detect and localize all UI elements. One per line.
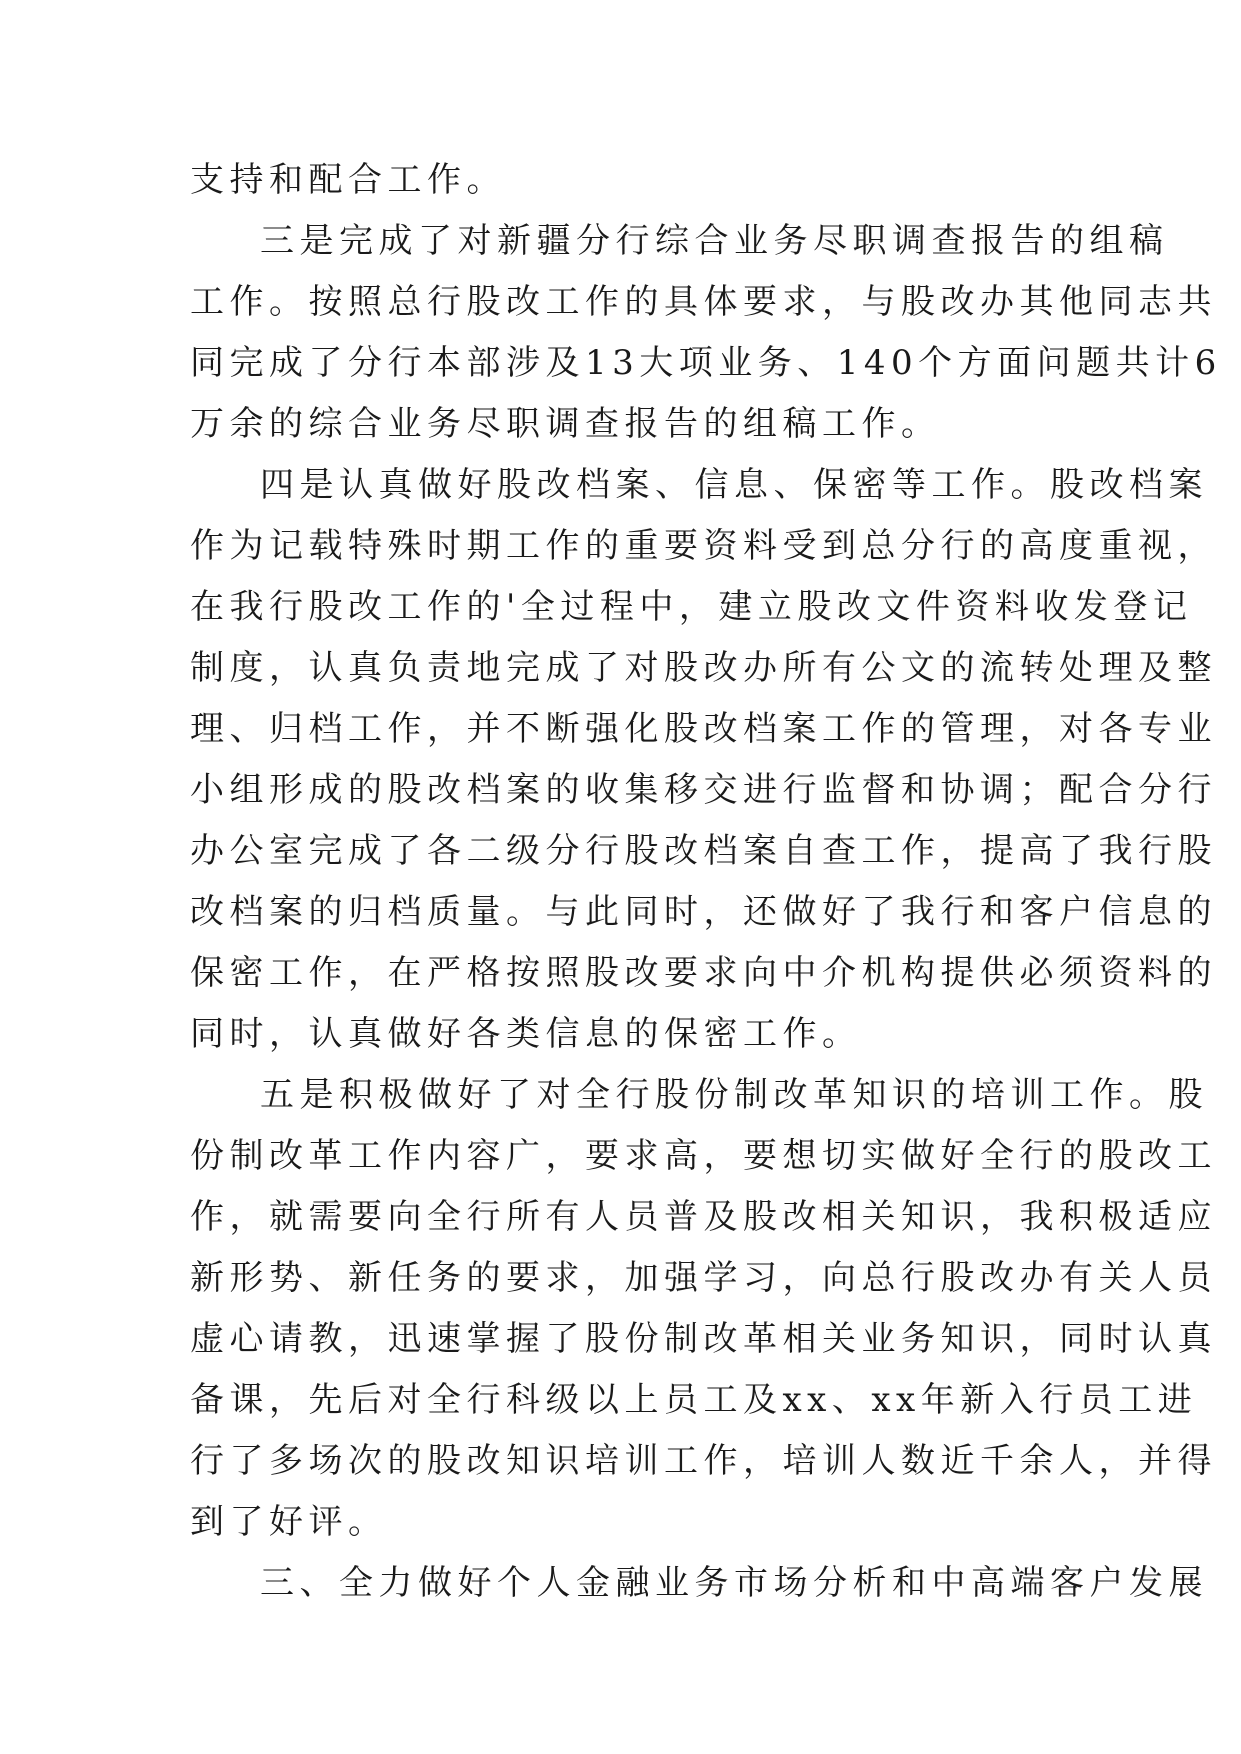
text-line: 工作。按照总行股改工作的具体要求，与股改办其他同志共 <box>190 282 1217 322</box>
text-line: 作，就需要向全行所有人员普及股改相关知识，我积极适应 <box>190 1197 1217 1237</box>
paragraph-first-line: 五是积极做好了对全行股份制改革知识的培训工作。股 <box>260 1075 1208 1115</box>
text-line: 小组形成的股改档案的收集移交进行监督和协调；配合分行 <box>190 770 1217 810</box>
text-line: 支持和配合工作。 <box>190 160 506 200</box>
paragraph-first-line: 四是认真做好股改档案、信息、保密等工作。股改档案 <box>260 465 1208 505</box>
text-line: 行了多场次的股改知识培训工作，培训人数近千余人，并得 <box>190 1441 1217 1481</box>
text-line: 制度，认真负责地完成了对股改办所有公文的流转处理及整 <box>190 648 1217 688</box>
text-line: 同完成了分行本部涉及13大项业务、140个方面问题共计6 <box>190 343 1222 383</box>
text-line: 新形势、新任务的要求，加强学习，向总行股改办有关人员 <box>190 1258 1217 1298</box>
text-line: 改档案的归档质量。与此同时，还做好了我行和客户信息的 <box>190 892 1217 932</box>
section-heading-line: 三、全力做好个人金融业务市场分析和中高端客户发展 <box>260 1563 1208 1603</box>
text-line: 到了好评。 <box>190 1502 388 1542</box>
text-line: 份制改革工作内容广，要求高，要想切实做好全行的股改工 <box>190 1136 1217 1176</box>
paragraph-first-line: 三是完成了对新疆分行综合业务尽职调查报告的组稿 <box>260 221 1169 261</box>
text-line: 同时，认真做好各类信息的保密工作。 <box>190 1014 862 1054</box>
text-line: 作为记载特殊时期工作的重要资料受到总分行的高度重视， <box>190 526 1217 566</box>
text-line: 理、归档工作，并不断强化股改档案工作的管理，对各专业 <box>190 709 1217 749</box>
text-line: 办公室完成了各二级分行股改档案自查工作，提高了我行股 <box>190 831 1217 871</box>
text-line: 在我行股改工作的'全过程中，建立股改文件资料收发登记 <box>190 587 1193 627</box>
text-line: 保密工作，在严格按照股改要求向中介机构提供必须资料的 <box>190 953 1217 993</box>
text-line: 万余的综合业务尽职调查报告的组稿工作。 <box>190 404 941 444</box>
text-line: 备课，先后对全行科级以上员工及xx、xx年新入行员工进 <box>190 1380 1198 1420</box>
document-body <box>190 150 1222 1614</box>
text-line: 虚心请教，迅速掌握了股份制改革相关业务知识，同时认真 <box>190 1319 1217 1359</box>
